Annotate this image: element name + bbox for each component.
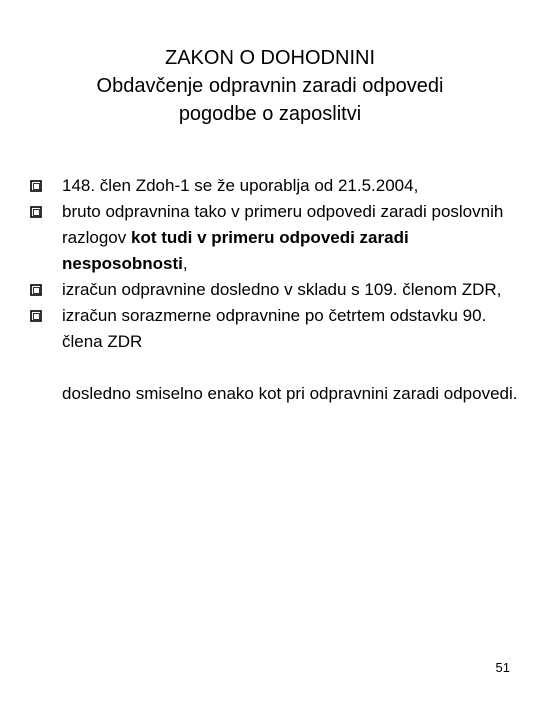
continuation-text: dosledno smiselno enako kot pri odpravnini zaradi odpovedi. [62, 384, 518, 403]
list-item [30, 199, 520, 277]
bullet-text: izračun sorazmerne odpravnine po četrtem odstavku 90. člena ZDR [62, 306, 487, 351]
title-line-2: Obdavčenje odpravnin zaradi odpovedi [96, 75, 444, 97]
bullet-text: bruto odpravnina tako v primeru odpovedi zaradi poslovnih razlogov [62, 202, 504, 247]
list-item [30, 303, 520, 355]
hollow-square-bullet-icon [30, 310, 42, 322]
bullet-text: 148. člen Zdoh-1 se že uporablja od 21.5.2004, [62, 176, 419, 195]
list-item [30, 173, 520, 199]
list-item [30, 277, 520, 303]
bullet-list [30, 173, 520, 355]
slide-title [0, 44, 540, 128]
bullet-bold-text: kot tudi v primeru odpovedi zaradi nesposobnosti [62, 228, 409, 273]
hollow-square-bullet-icon [30, 180, 42, 192]
title-line-3: pogodbe o zaposlitvi [178, 103, 362, 125]
hollow-square-bullet-icon [30, 284, 42, 296]
bullet-text: izračun odpravnine dosledno v skladu s 109. členom ZDR, [62, 280, 502, 299]
page-number: 51 [495, 660, 510, 675]
bullet-text-end: , [182, 254, 188, 273]
title-line-1: ZAKON O DOHODNINI [164, 47, 375, 69]
hollow-square-bullet-icon [30, 206, 42, 218]
